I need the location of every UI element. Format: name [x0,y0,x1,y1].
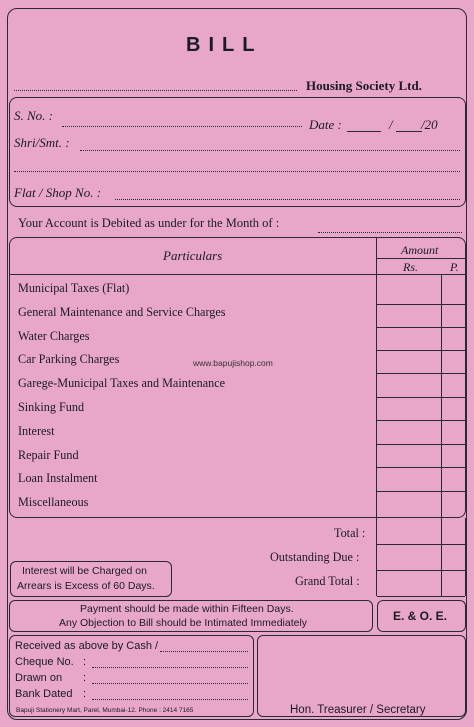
amount-header: Amount [401,243,439,257]
grand-total-row-divider [377,596,465,597]
date-label: Date : [309,117,342,132]
month-field[interactable] [318,232,462,233]
payment-note-line2: Any Objection to Bill should be Intimated Immediately [59,617,308,629]
date-day-field[interactable] [347,131,381,132]
charge-item: General Maintenance and Service Charges [18,305,226,319]
row-divider [377,420,465,421]
charge-item: Water Charges [18,329,90,343]
total-row-divider [377,544,465,545]
charge-item: Interest [18,424,55,438]
date-year-label: /20 [421,117,438,132]
cheque-colon: : [83,656,87,668]
row-divider [377,327,465,328]
drawn-colon: : [83,672,87,684]
society-name-line [14,90,297,91]
cheque-label: Cheque No. [15,656,74,668]
sno-label: S. No. : [14,108,53,123]
total-label: Total : [334,526,366,540]
bank-colon: : [83,688,87,700]
cheque-field[interactable] [92,667,248,668]
outstanding-row-divider [377,570,465,571]
grand-total-label: Grand Total : [295,574,360,588]
row-divider [377,373,465,374]
shri-label: Shri/Smt. : [14,135,70,150]
outstanding-label: Outstanding Due : [270,550,360,564]
row-divider [377,491,465,492]
bill-title: BILL [186,34,263,56]
date-slash: / [389,117,393,132]
bank-label: Bank Dated [15,688,73,700]
flat-label: Flat / Shop No. : [14,185,102,200]
charge-item: Repair Fund [18,448,79,462]
bank-field[interactable] [92,699,248,700]
payment-note-line1: Payment should be made within Fifteen Days. [80,603,294,615]
interest-note-line2: Arrears is Excess of 60 Days. [17,580,155,592]
drawn-label: Drawn on [15,672,63,684]
table-divider-rs-p [441,275,442,596]
drawn-field[interactable] [92,683,248,684]
charge-item: Miscellaneous [18,495,89,509]
sno-field[interactable] [62,126,302,127]
charge-item: Municipal Taxes (Flat) [18,281,130,295]
row-divider [377,397,465,398]
flat-field[interactable] [115,199,460,200]
row-divider [377,350,465,351]
received-field[interactable] [160,651,248,652]
date-month-field[interactable] [396,131,422,132]
amount-right-border [465,518,466,596]
printer-imprint: Bapuji Stationery Mart, Parel, Mumbai-12. Phone : 2414 7165 [16,707,194,714]
p-header: P. [450,260,459,274]
charge-item: Car Parking Charges [18,352,120,366]
particulars-header: Particulars [163,248,223,263]
account-month-label: Your Account is Debited as under for the Month of : [18,216,280,230]
rs-header: Rs. [403,260,418,274]
signatory-label: Hon. Treasurer / Secretary [290,704,426,716]
received-label: Received as above by Cash / [15,640,159,652]
shri-field-line2[interactable] [14,171,460,172]
table-divider-particulars [376,238,377,596]
website-watermark: www.bapujishop.com [193,358,273,368]
charge-item: Sinking Fund [18,400,85,414]
charge-item: Garege-Municipal Taxes and Maintenance [18,376,226,390]
row-divider [377,304,465,305]
amount-header-underline [377,258,465,259]
shri-field[interactable] [80,150,460,151]
interest-note-line1: Interest will be Charged on [22,565,147,577]
society-label: Housing Society Ltd. [306,78,422,93]
row-divider [377,467,465,468]
row-divider [377,444,465,445]
eoe-label: E. & O. E. [393,609,448,623]
charge-item: Loan Instalment [18,471,98,485]
header-underline [10,274,465,275]
